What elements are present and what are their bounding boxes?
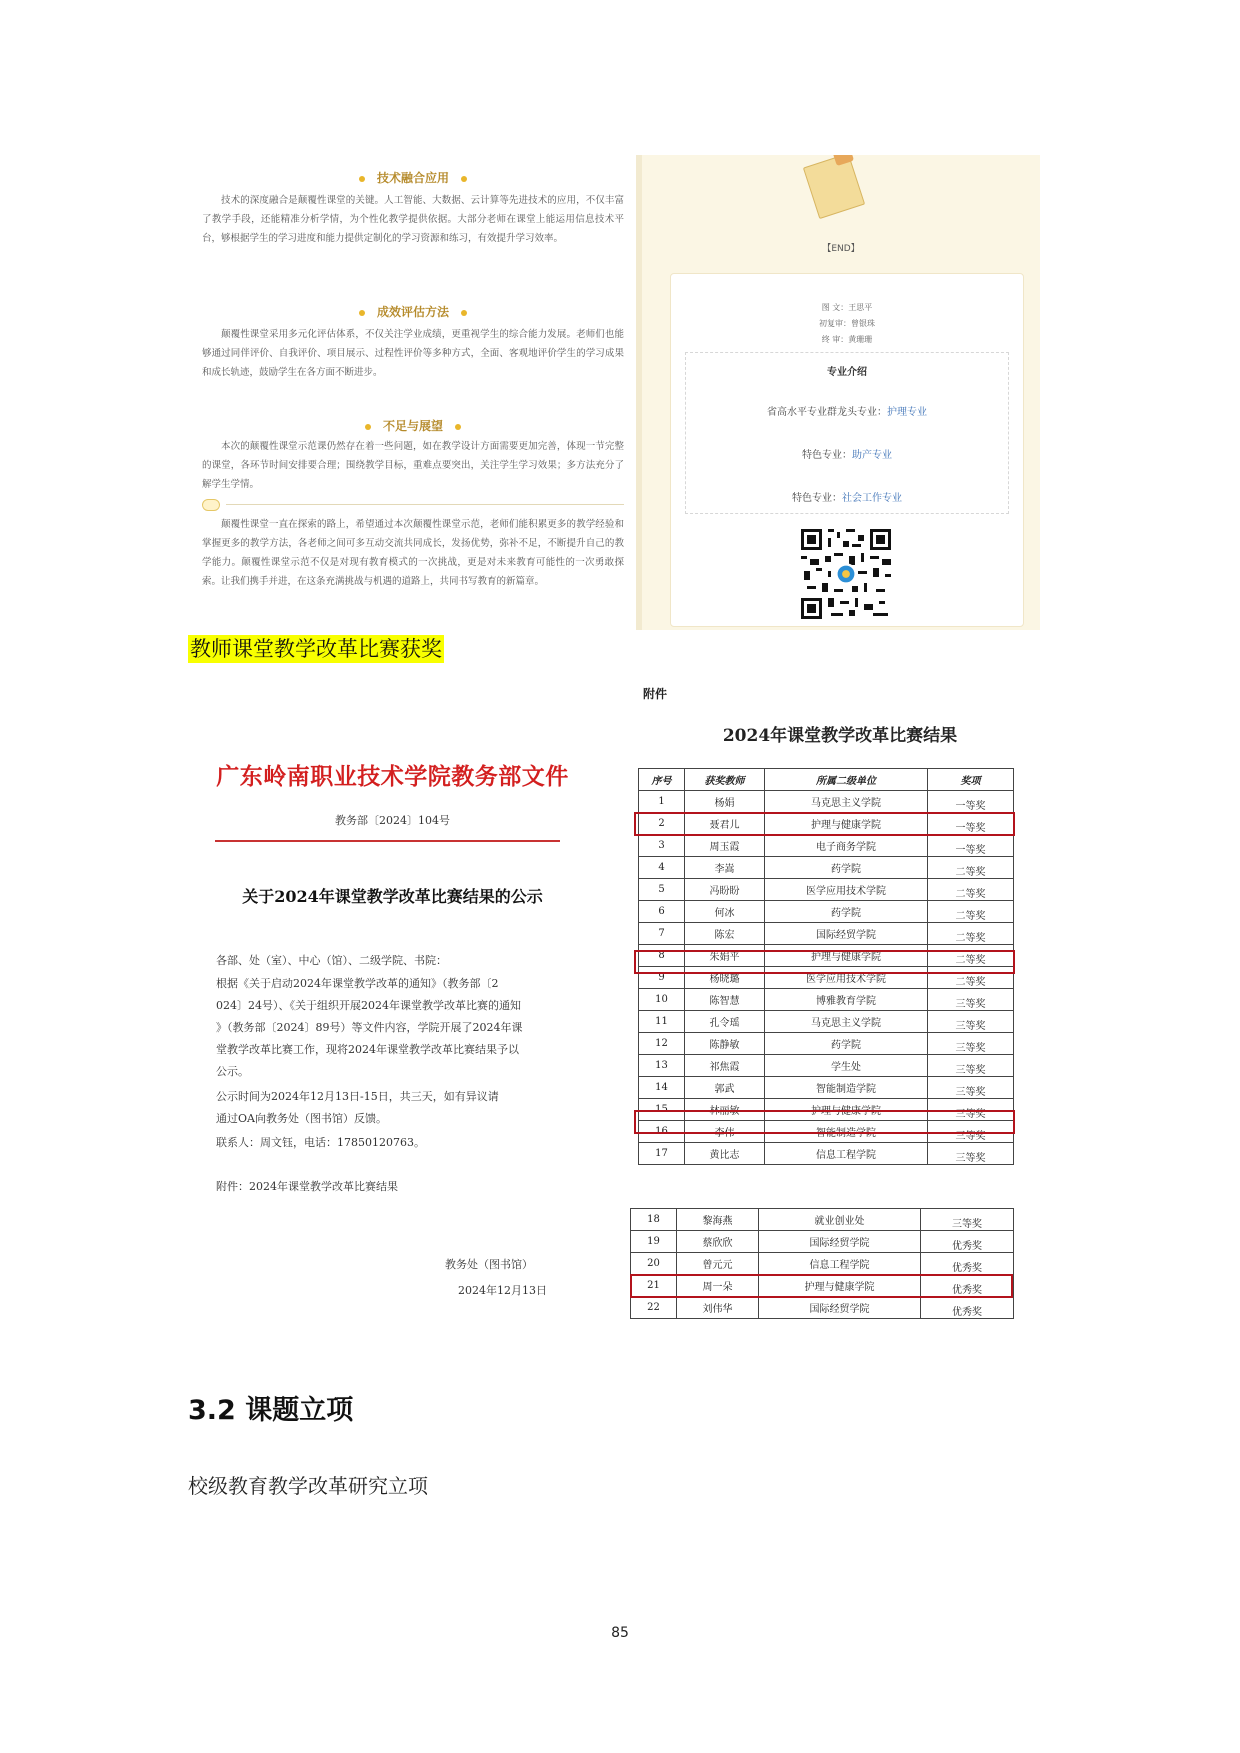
table-row — [639, 1011, 1014, 1033]
rank-cell: 21 — [631, 1275, 677, 1297]
award-cell: 二等奖 — [928, 901, 1014, 923]
unit-cell: 国际经贸学院 — [765, 923, 928, 945]
section-heading-evaluation: 成效评估方法 — [190, 303, 636, 320]
credit-first-review: 初复审：曾银珠 — [819, 319, 875, 328]
table-row — [639, 1055, 1014, 1077]
rank-cell: 19 — [631, 1231, 677, 1253]
teacher-cell: 曾元元 — [677, 1253, 759, 1275]
teacher-cell: 李嵩 — [685, 857, 765, 879]
award-cell: 二等奖 — [928, 923, 1014, 945]
major-line-social-work: 特色专业：社会工作专业 — [792, 493, 902, 504]
credits-card — [670, 273, 1024, 627]
rank-cell: 1 — [639, 791, 685, 813]
teacher-cell: 黎海燕 — [677, 1209, 759, 1231]
unit-cell: 马克思主义学院 — [765, 1011, 928, 1033]
notice-line: 公示时间为2024年12月13日-15日，共三天，如有异议请 — [216, 1090, 499, 1103]
notice-red-rule — [215, 840, 560, 842]
unit-cell: 博雅教育学院 — [765, 989, 928, 1011]
rank-cell: 6 — [639, 901, 685, 923]
award-cell: 优秀奖 — [921, 1297, 1014, 1319]
table-row — [639, 1121, 1014, 1143]
section-heading-tech: 技术融合应用 — [190, 169, 636, 186]
teacher-cell: 林丽敏 — [685, 1099, 765, 1121]
notice-sign-date: 2024年12月13日 — [458, 1284, 547, 1297]
bullet-dot-icon — [461, 176, 467, 182]
award-cell: 一等奖 — [928, 813, 1014, 835]
teacher-cell: 刘伟华 — [677, 1297, 759, 1319]
unit-cell: 护理与健康学院 — [765, 945, 928, 967]
table-row — [631, 1275, 1014, 1297]
teacher-cell: 冯盼盼 — [685, 879, 765, 901]
body-line: 校级教育教学改革研究立项 — [188, 1474, 428, 1498]
table-row — [631, 1253, 1014, 1275]
rank-cell: 10 — [639, 989, 685, 1011]
teacher-cell: 周玉霞 — [685, 835, 765, 857]
qr-code-icon — [801, 529, 891, 619]
credit-final-review: 终 审：黄珊珊 — [821, 335, 873, 344]
bullet-dot-icon — [365, 424, 371, 430]
award-cell: 优秀奖 — [921, 1275, 1014, 1297]
rank-cell: 12 — [639, 1033, 685, 1055]
divider — [226, 504, 624, 505]
section-paragraph-outlook: 本次的颠覆性课堂示范课仍然存在着一些问题，如在教学设计方面需要更加完善，体现一节完整的课堂，各环节时间安排要合理；围绕教学目标，重难点要突出，关注学生学习效果；多方法充分了解学生学情。 — [202, 441, 624, 490]
rank-cell: 17 — [639, 1143, 685, 1165]
teacher-cell: 陈静敏 — [685, 1033, 765, 1055]
award-cell: 三等奖 — [928, 1033, 1014, 1055]
rank-cell: 22 — [631, 1297, 677, 1319]
unit-cell: 国际经贸学院 — [759, 1297, 921, 1319]
award-cell: 一等奖 — [928, 835, 1014, 857]
teacher-cell: 朱娟平 — [685, 945, 765, 967]
major-link-nursing[interactable]: 护理专业 — [887, 407, 927, 418]
unit-cell: 就业创业处 — [759, 1209, 921, 1231]
closing-paragraph: 颠覆性课堂一直在探索的路上，希望通过本次颠覆性课堂示范，老师们能积累更多的教学经验和掌握更多的教学方法，各老师之间可多互动交流共同成长，发扬优势，弥补不足，不断提升自己的教学能力。颠覆性课堂示范不仅是对现有教育模式的一次挑战，更是对未来教育可能性的一次勇敢探索。让我们携手并进，在这条充满挑战与机遇的道路上，共同书写教育的新篇章。 — [202, 519, 624, 587]
award-cell: 二等奖 — [928, 967, 1014, 989]
teacher-cell: 祁焦霞 — [685, 1055, 765, 1077]
section-paragraph-evaluation: 颠覆性课堂采用多元化评估体系，不仅关注学业成绩，更重视学生的综合能力发展。老师们也能够通过同伴评价、自我评价、项目展示、过程性评价等多种方式，全面、客观地评价学生的学习成果和成长轨迹，鼓励学生在各方面不断进步。 — [202, 329, 624, 378]
table-row — [631, 1209, 1014, 1231]
major-link-social-work[interactable]: 社会工作专业 — [842, 493, 902, 504]
table-row — [639, 901, 1014, 923]
table-row — [639, 835, 1014, 857]
rank-cell: 9 — [639, 967, 685, 989]
award-cell: 二等奖 — [928, 857, 1014, 879]
wechat-article-screenshot — [190, 155, 1040, 630]
rank-cell: 5 — [639, 879, 685, 901]
table-row — [639, 1033, 1014, 1055]
unit-cell: 智能制造学院 — [765, 1121, 928, 1143]
rank-cell: 20 — [631, 1253, 677, 1275]
results-table-part1 — [638, 768, 1014, 1165]
award-cell: 优秀奖 — [921, 1253, 1014, 1275]
bullet-dot-icon — [359, 310, 365, 316]
rank-cell: 15 — [639, 1099, 685, 1121]
unit-cell: 信息工程学院 — [759, 1253, 921, 1275]
table-row — [631, 1297, 1014, 1319]
award-cell: 三等奖 — [928, 1099, 1014, 1121]
header-cell: 序号 — [639, 769, 685, 791]
major-link-midwifery[interactable]: 助产专业 — [852, 450, 892, 461]
table-row — [639, 791, 1014, 813]
rank-cell: 13 — [639, 1055, 685, 1077]
rank-cell: 18 — [631, 1209, 677, 1231]
table-row — [639, 967, 1014, 989]
unit-cell: 医学应用技术学院 — [765, 967, 928, 989]
award-cell: 三等奖 — [928, 1011, 1014, 1033]
unit-cell: 护理与健康学院 — [759, 1275, 921, 1297]
rank-cell: 11 — [639, 1011, 685, 1033]
notice-line: 堂教学改革比赛工作，现将2024年课堂教学改革比赛结果予以 — [216, 1043, 519, 1056]
table-row — [639, 1099, 1014, 1121]
award-cell: 三等奖 — [928, 1055, 1014, 1077]
teacher-cell: 陈智慧 — [685, 989, 765, 1011]
rank-cell: 16 — [639, 1121, 685, 1143]
notice-line: 》（教务部〔2024〕89号）等文件内容，学院开展了2024年课 — [216, 1021, 523, 1034]
unit-cell: 药学院 — [765, 857, 928, 879]
article-right-column — [642, 155, 1040, 630]
notice-attachment-line: 附件：2024年课堂教学改革比赛结果 — [216, 1180, 398, 1193]
major-line-nursing: 省高水平专业群龙头专业：护理专业 — [767, 407, 927, 418]
header-cell: 奖项 — [928, 769, 1014, 791]
table-row — [639, 1077, 1014, 1099]
award-cell: 三等奖 — [928, 989, 1014, 1011]
section-heading-outlook: 不足与展望 — [190, 417, 636, 434]
teacher-cell: 孔令瑶 — [685, 1011, 765, 1033]
unit-cell: 药学院 — [765, 1033, 928, 1055]
notepad-icon — [803, 155, 865, 219]
rank-cell: 14 — [639, 1077, 685, 1099]
table-row — [639, 923, 1014, 945]
teacher-cell: 李伟 — [685, 1121, 765, 1143]
table-header-row — [639, 769, 1014, 791]
decorative-toggle-icon — [202, 499, 220, 511]
teacher-cell: 蔡欣欣 — [677, 1231, 759, 1253]
notice-title: 关于2024年课堂教学改革比赛结果的公示 — [242, 887, 543, 906]
notice-number: 教务部〔2024〕104号 — [335, 814, 450, 827]
teacher-cell: 陈宏 — [685, 923, 765, 945]
credit-author: 图 文：王思平 — [821, 303, 873, 312]
unit-cell: 智能制造学院 — [765, 1077, 928, 1099]
unit-cell: 信息工程学院 — [765, 1143, 928, 1165]
bullet-dot-icon — [359, 176, 365, 182]
results-table-part2 — [630, 1208, 1014, 1319]
header-cell: 获奖教师 — [685, 769, 765, 791]
award-cell: 三等奖 — [928, 1121, 1014, 1143]
teacher-cell: 杨娟 — [685, 791, 765, 813]
unit-cell: 药学院 — [765, 901, 928, 923]
notice-line: 公示。 — [216, 1065, 249, 1078]
table-row — [639, 945, 1014, 967]
article-left-column — [190, 155, 636, 630]
rank-cell: 4 — [639, 857, 685, 879]
notice-line: 根据《关于启动2024年课堂教学改革的通知》（教务部〔2 — [216, 977, 499, 990]
major-line-midwifery: 特色专业：助产专业 — [802, 450, 892, 461]
page-number: 85 — [611, 1625, 629, 1641]
teacher-cell: 黄比志 — [685, 1143, 765, 1165]
bullet-dot-icon — [461, 310, 467, 316]
table-row — [639, 1143, 1014, 1165]
teacher-cell: 何冰 — [685, 901, 765, 923]
table-row — [639, 989, 1014, 1011]
teacher-cell: 周一朵 — [677, 1275, 759, 1297]
results-title: 2024年课堂教学改革比赛结果 — [722, 726, 958, 746]
award-cell: 三等奖 — [928, 1143, 1014, 1165]
unit-cell: 护理与健康学院 — [765, 813, 928, 835]
award-cell: 一等奖 — [928, 791, 1014, 813]
major-intro-title: 专业介绍 — [827, 367, 867, 378]
table-row — [631, 1231, 1014, 1253]
caption-award: 教师课堂教学改革比赛获奖 — [190, 637, 442, 661]
table-row — [639, 879, 1014, 901]
notice-line: 通过OA向教务处（图书馆）反馈。 — [216, 1112, 387, 1125]
notice-line: 联系人：周文钰，电话：17850120763。 — [216, 1136, 425, 1149]
teacher-cell: 杨晓璐 — [685, 967, 765, 989]
rank-cell: 8 — [639, 945, 685, 967]
table-row — [639, 857, 1014, 879]
award-cell: 三等奖 — [921, 1209, 1014, 1231]
award-cell: 二等奖 — [928, 879, 1014, 901]
unit-cell: 学生处 — [765, 1055, 928, 1077]
end-tag: 【END】 — [822, 244, 860, 254]
award-cell: 优秀奖 — [921, 1231, 1014, 1253]
notice-line: 024〕24号）、《关于组织开展2024年课堂教学改革比赛的通知 — [216, 999, 521, 1012]
attachment-label: 附件 — [643, 687, 668, 701]
section-paragraph-tech: 技术的深度融合是颠覆性课堂的关键。人工智能、大数据、云计算等先进技术的应用，不仅丰富了教学手段，还能精准分析学情，为个性化教学提供依据。大部分老师在课堂上能运用信息技术平台，够根据学生的学习进度和能力提供定制化的学习资源和练习，有效提升学习效率。 — [202, 195, 624, 244]
rank-cell: 3 — [639, 835, 685, 857]
major-intro-box — [685, 352, 1009, 514]
notice-line: 各部、处（室）、中心（馆）、二级学院、书院： — [216, 954, 447, 967]
award-cell: 三等奖 — [928, 1077, 1014, 1099]
bullet-dot-icon — [455, 424, 461, 430]
unit-cell: 护理与健康学院 — [765, 1099, 928, 1121]
award-cell: 二等奖 — [928, 945, 1014, 967]
notice-sign-org: 教务处（图书馆） — [445, 1258, 533, 1271]
unit-cell: 国际经贸学院 — [759, 1231, 921, 1253]
table-row — [639, 813, 1014, 835]
unit-cell: 马克思主义学院 — [765, 791, 928, 813]
header-cell: 所属二级单位 — [765, 769, 928, 791]
rank-cell: 7 — [639, 923, 685, 945]
rank-cell: 2 — [639, 813, 685, 835]
teacher-cell: 郭武 — [685, 1077, 765, 1099]
unit-cell: 医学应用技术学院 — [765, 879, 928, 901]
section-heading: 3.2 课题立项 — [188, 1395, 354, 1426]
notice-header: 广东岭南职业技术学院教务部文件 — [216, 763, 569, 790]
teacher-cell: 聂君儿 — [685, 813, 765, 835]
unit-cell: 电子商务学院 — [765, 835, 928, 857]
